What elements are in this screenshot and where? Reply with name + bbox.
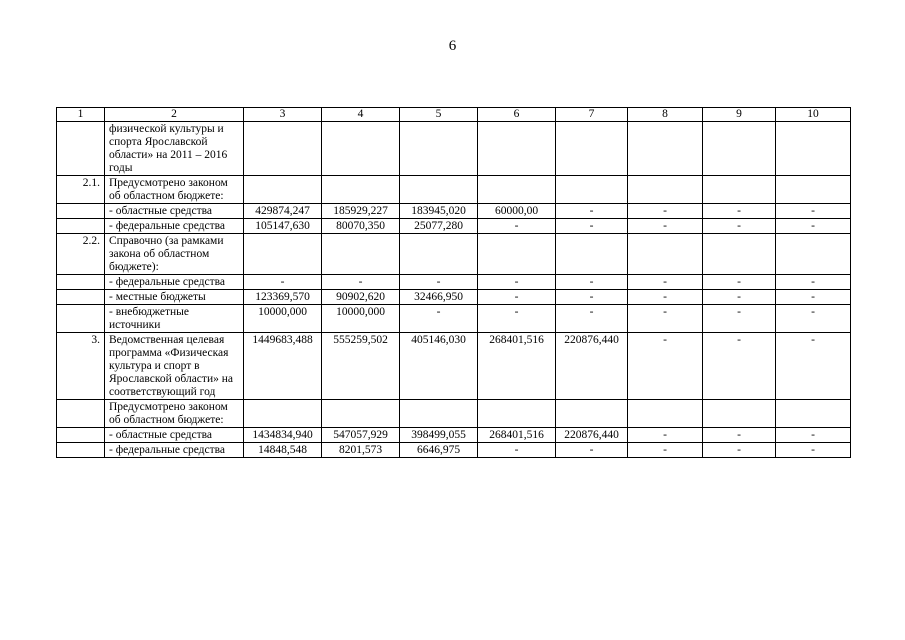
value-cell: -	[628, 219, 703, 234]
value-cell: -	[703, 275, 776, 290]
value-cell	[703, 122, 776, 176]
value-cell	[703, 234, 776, 275]
value-cell	[322, 400, 400, 428]
value-cell: 14848,548	[244, 443, 322, 458]
row-label-cell: - внебюджетные источники	[105, 305, 244, 333]
value-cell	[400, 400, 478, 428]
value-cell	[478, 400, 556, 428]
value-cell: -	[478, 219, 556, 234]
column-header: 8	[628, 108, 703, 122]
value-cell: -	[478, 275, 556, 290]
value-cell: 10000,000	[322, 305, 400, 333]
value-cell	[244, 176, 322, 204]
value-cell: -	[776, 428, 851, 443]
value-cell	[322, 122, 400, 176]
value-cell	[556, 400, 628, 428]
row-number-cell	[57, 400, 105, 428]
value-cell	[776, 400, 851, 428]
table-row	[57, 333, 851, 400]
value-cell: -	[556, 219, 628, 234]
value-cell	[628, 176, 703, 204]
column-header: 6	[478, 108, 556, 122]
value-cell: -	[628, 428, 703, 443]
table-row	[57, 400, 851, 428]
value-cell: 183945,020	[400, 204, 478, 219]
value-cell: -	[628, 204, 703, 219]
value-cell: 268401,516	[478, 428, 556, 443]
value-cell: 60000,00	[478, 204, 556, 219]
value-cell	[478, 176, 556, 204]
value-cell: 547057,929	[322, 428, 400, 443]
value-cell	[244, 122, 322, 176]
page-number: 6	[448, 38, 457, 54]
value-cell	[322, 234, 400, 275]
value-cell: -	[703, 305, 776, 333]
row-number-cell	[57, 290, 105, 305]
value-cell	[400, 176, 478, 204]
value-cell: -	[478, 305, 556, 333]
value-cell: 105147,630	[244, 219, 322, 234]
value-cell: -	[703, 428, 776, 443]
value-cell: -	[556, 305, 628, 333]
value-cell: -	[628, 275, 703, 290]
value-cell	[628, 122, 703, 176]
value-cell	[628, 400, 703, 428]
value-cell: 25077,280	[400, 219, 478, 234]
table-row	[57, 234, 851, 275]
value-cell: -	[703, 333, 776, 400]
value-cell: 220876,440	[556, 333, 628, 400]
row-number-cell: 2.2.	[57, 234, 105, 275]
value-cell: -	[400, 305, 478, 333]
row-number-cell	[57, 443, 105, 458]
row-number-cell: 2.1.	[57, 176, 105, 204]
value-cell	[776, 176, 851, 204]
table-row	[57, 275, 851, 290]
value-cell: -	[776, 443, 851, 458]
value-cell: -	[628, 290, 703, 305]
value-cell: 1434834,940	[244, 428, 322, 443]
table-row	[57, 204, 851, 219]
value-cell: 1449683,488	[244, 333, 322, 400]
value-cell: -	[556, 204, 628, 219]
table-row	[57, 176, 851, 204]
row-label-cell: физической культуры и спорта Ярославской области» на 2011 – 2016 годы	[105, 122, 244, 176]
value-cell: 405146,030	[400, 333, 478, 400]
table-row	[57, 219, 851, 234]
row-number-cell: 3.	[57, 333, 105, 400]
value-cell: 80070,350	[322, 219, 400, 234]
value-cell	[322, 176, 400, 204]
row-label-cell: Предусмотрено законом об областном бюджете:	[105, 176, 244, 204]
value-cell	[244, 234, 322, 275]
value-cell: 555259,502	[322, 333, 400, 400]
row-label-cell: - областные средства	[105, 428, 244, 443]
table-row	[57, 443, 851, 458]
table-row	[57, 122, 851, 176]
value-cell	[400, 234, 478, 275]
value-cell: 6646,975	[400, 443, 478, 458]
value-cell	[776, 234, 851, 275]
row-number-cell	[57, 122, 105, 176]
row-label-cell: Ведомственная целевая программа «Физическая культура и спорт в Ярославской области» на соответствующий год	[105, 333, 244, 400]
value-cell	[703, 176, 776, 204]
value-cell	[478, 234, 556, 275]
row-label-cell: Предусмотрено законом об областном бюджете:	[105, 400, 244, 428]
row-label-cell: - федеральные средства	[105, 275, 244, 290]
row-label-cell: - областные средства	[105, 204, 244, 219]
value-cell	[556, 122, 628, 176]
budget-table	[56, 107, 851, 458]
table-row	[57, 428, 851, 443]
table-row	[57, 305, 851, 333]
value-cell: -	[478, 443, 556, 458]
value-cell: -	[322, 275, 400, 290]
value-cell: 268401,516	[478, 333, 556, 400]
column-header: 3	[244, 108, 322, 122]
value-cell: -	[703, 204, 776, 219]
value-cell	[244, 400, 322, 428]
value-cell: 429874,247	[244, 204, 322, 219]
value-cell: 32466,950	[400, 290, 478, 305]
row-number-cell	[57, 428, 105, 443]
row-label-cell: - федеральные средства	[105, 443, 244, 458]
column-header: 5	[400, 108, 478, 122]
column-header: 10	[776, 108, 851, 122]
row-label-cell: - местные бюджеты	[105, 290, 244, 305]
value-cell: -	[703, 443, 776, 458]
value-cell: 10000,000	[244, 305, 322, 333]
value-cell: 90902,620	[322, 290, 400, 305]
value-cell: -	[776, 290, 851, 305]
value-cell: -	[776, 275, 851, 290]
value-cell: 8201,573	[322, 443, 400, 458]
value-cell: -	[628, 443, 703, 458]
value-cell: -	[478, 290, 556, 305]
value-cell: -	[703, 290, 776, 305]
value-cell	[703, 400, 776, 428]
column-header: 7	[556, 108, 628, 122]
value-cell: -	[628, 333, 703, 400]
value-cell: -	[776, 305, 851, 333]
value-cell	[478, 122, 556, 176]
value-cell	[628, 234, 703, 275]
value-cell: -	[703, 219, 776, 234]
table-row	[57, 290, 851, 305]
value-cell: 398499,055	[400, 428, 478, 443]
value-cell: -	[556, 275, 628, 290]
value-cell	[400, 122, 478, 176]
value-cell: -	[556, 443, 628, 458]
value-cell: 220876,440	[556, 428, 628, 443]
row-number-cell	[57, 305, 105, 333]
column-number-row	[57, 108, 851, 122]
row-label-cell: - федеральные средства	[105, 219, 244, 234]
row-label-cell: Справочно (за рамками закона об областном бюджете):	[105, 234, 244, 275]
column-header: 9	[703, 108, 776, 122]
value-cell: 185929,227	[322, 204, 400, 219]
value-cell: -	[776, 204, 851, 219]
value-cell: -	[556, 290, 628, 305]
value-cell: -	[628, 305, 703, 333]
column-header: 4	[322, 108, 400, 122]
value-cell: -	[400, 275, 478, 290]
row-number-cell	[57, 219, 105, 234]
column-header: 2	[105, 108, 244, 122]
row-number-cell	[57, 275, 105, 290]
value-cell	[556, 234, 628, 275]
value-cell	[776, 122, 851, 176]
value-cell: -	[776, 219, 851, 234]
value-cell: 123369,570	[244, 290, 322, 305]
value-cell: -	[776, 333, 851, 400]
value-cell: -	[244, 275, 322, 290]
value-cell	[556, 176, 628, 204]
row-number-cell	[57, 204, 105, 219]
column-header: 1	[57, 108, 105, 122]
